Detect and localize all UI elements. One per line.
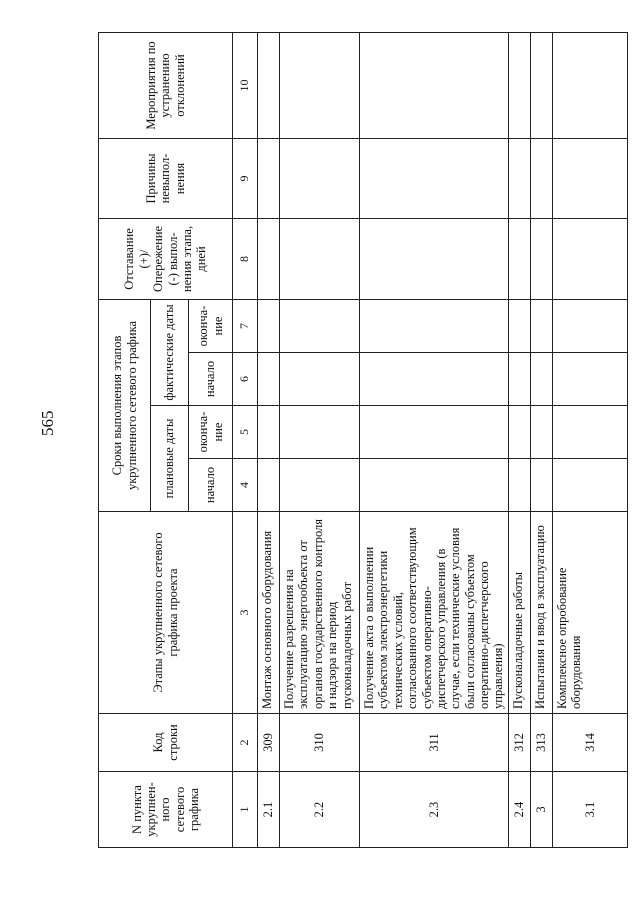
rotated-table-wrapper <box>98 33 611 848</box>
empty-cell <box>258 353 280 406</box>
column-number: 6 <box>233 353 258 406</box>
empty-cell <box>508 139 530 219</box>
column-number: 9 <box>233 139 258 219</box>
row-item: 2.3 <box>360 772 509 848</box>
empty-cell <box>552 300 627 353</box>
empty-cell <box>258 33 280 139</box>
empty-cell <box>508 459 530 512</box>
header-planned: плановые даты <box>151 406 189 512</box>
row-code: 313 <box>530 714 552 772</box>
empty-cell <box>530 459 552 512</box>
table-row <box>508 33 530 848</box>
row-stage: Испытания и ввод в эксплуатацию <box>530 512 552 714</box>
column-number: 10 <box>233 33 258 139</box>
empty-cell <box>258 219 280 300</box>
column-number: 5 <box>233 406 258 459</box>
row-code: 310 <box>280 714 360 772</box>
empty-cell <box>280 459 360 512</box>
empty-cell <box>530 219 552 300</box>
empty-cell <box>258 139 280 219</box>
header-planned-end: оконча-ние <box>189 406 233 459</box>
column-number: 4 <box>233 459 258 512</box>
row-code: 314 <box>552 714 627 772</box>
empty-cell <box>530 33 552 139</box>
page-number: 565 <box>38 410 57 436</box>
header-row-1 <box>99 33 151 848</box>
row-item: 2.1 <box>258 772 280 848</box>
table-row <box>530 33 552 848</box>
row-item: 3 <box>530 772 552 848</box>
row-code: 312 <box>508 714 530 772</box>
empty-cell <box>530 139 552 219</box>
empty-cell <box>508 353 530 406</box>
column-number: 2 <box>233 714 258 772</box>
header-measures: Мероприятия по устранению отклонений <box>99 33 233 139</box>
row-item: 3.1 <box>552 772 627 848</box>
empty-cell <box>552 33 627 139</box>
empty-cell <box>280 300 360 353</box>
table-row <box>360 33 509 848</box>
row-code: 311 <box>360 714 509 772</box>
header-deadlines: Сроки выполнения этапов укрупненного сетевого графика <box>99 300 151 512</box>
empty-cell <box>552 139 627 219</box>
row-code: 309 <box>258 714 280 772</box>
column-number: 1 <box>233 772 258 848</box>
column-number: 8 <box>233 219 258 300</box>
empty-cell <box>508 300 530 353</box>
table-row <box>280 33 360 848</box>
empty-cell <box>280 33 360 139</box>
empty-cell <box>530 406 552 459</box>
row-stage: Получение акта о выполнении субъектом электроэнергетики технических условий, согласованного соответствующим субъектом оперативно-диспетчерского управления (в случае, если технические условия были согласованы субъектом оперативно-диспетчерского управления) <box>360 512 509 714</box>
empty-cell <box>530 353 552 406</box>
table-row <box>552 33 627 848</box>
empty-cell <box>552 406 627 459</box>
empty-cell <box>508 406 530 459</box>
row-item: 2.2 <box>280 772 360 848</box>
network-schedule-table <box>98 32 628 848</box>
row-item: 2.4 <box>508 772 530 848</box>
empty-cell <box>258 300 280 353</box>
header-code: Код строки <box>99 714 233 772</box>
empty-cell <box>280 353 360 406</box>
empty-cell <box>258 459 280 512</box>
header-lag: Отставание (+)/ Опережение (-) выпол-нения этапа, дней <box>99 219 233 300</box>
empty-cell <box>360 459 509 512</box>
table-row <box>258 33 280 848</box>
header-stage: Этапы укрупненного сетевого графика проекта <box>99 512 233 714</box>
column-number: 3 <box>233 512 258 714</box>
empty-cell <box>360 300 509 353</box>
empty-cell <box>360 353 509 406</box>
row-stage: Монтаж основного оборудования <box>258 512 280 714</box>
empty-cell <box>552 219 627 300</box>
empty-cell <box>360 139 509 219</box>
empty-cell <box>360 219 509 300</box>
header-item: N пункта укрупнен-ного сетевого графика <box>99 772 233 848</box>
empty-cell <box>258 406 280 459</box>
row-stage: Комплексное опробование оборудования <box>552 512 627 714</box>
header-planned-start: начало <box>189 459 233 512</box>
header-reasons: Причины невыпол-нения <box>99 139 233 219</box>
empty-cell <box>360 406 509 459</box>
empty-cell <box>280 219 360 300</box>
header-actual: фактические даты <box>151 300 189 406</box>
row-stage: Получение разрешения на эксплуатацию энергообъекта от органов государственного контроля и надзора на период пусконаладочных работ <box>280 512 360 714</box>
header-actual-start: начало <box>189 353 233 406</box>
empty-cell <box>360 33 509 139</box>
header-actual-end: оконча-ние <box>189 300 233 353</box>
empty-cell <box>508 219 530 300</box>
empty-cell <box>280 139 360 219</box>
column-number: 7 <box>233 300 258 353</box>
empty-cell <box>552 353 627 406</box>
empty-cell <box>530 300 552 353</box>
empty-cell <box>280 406 360 459</box>
empty-cell <box>508 33 530 139</box>
column-number-row <box>233 33 258 848</box>
empty-cell <box>552 459 627 512</box>
row-stage: Пусконаладочные работы <box>508 512 530 714</box>
